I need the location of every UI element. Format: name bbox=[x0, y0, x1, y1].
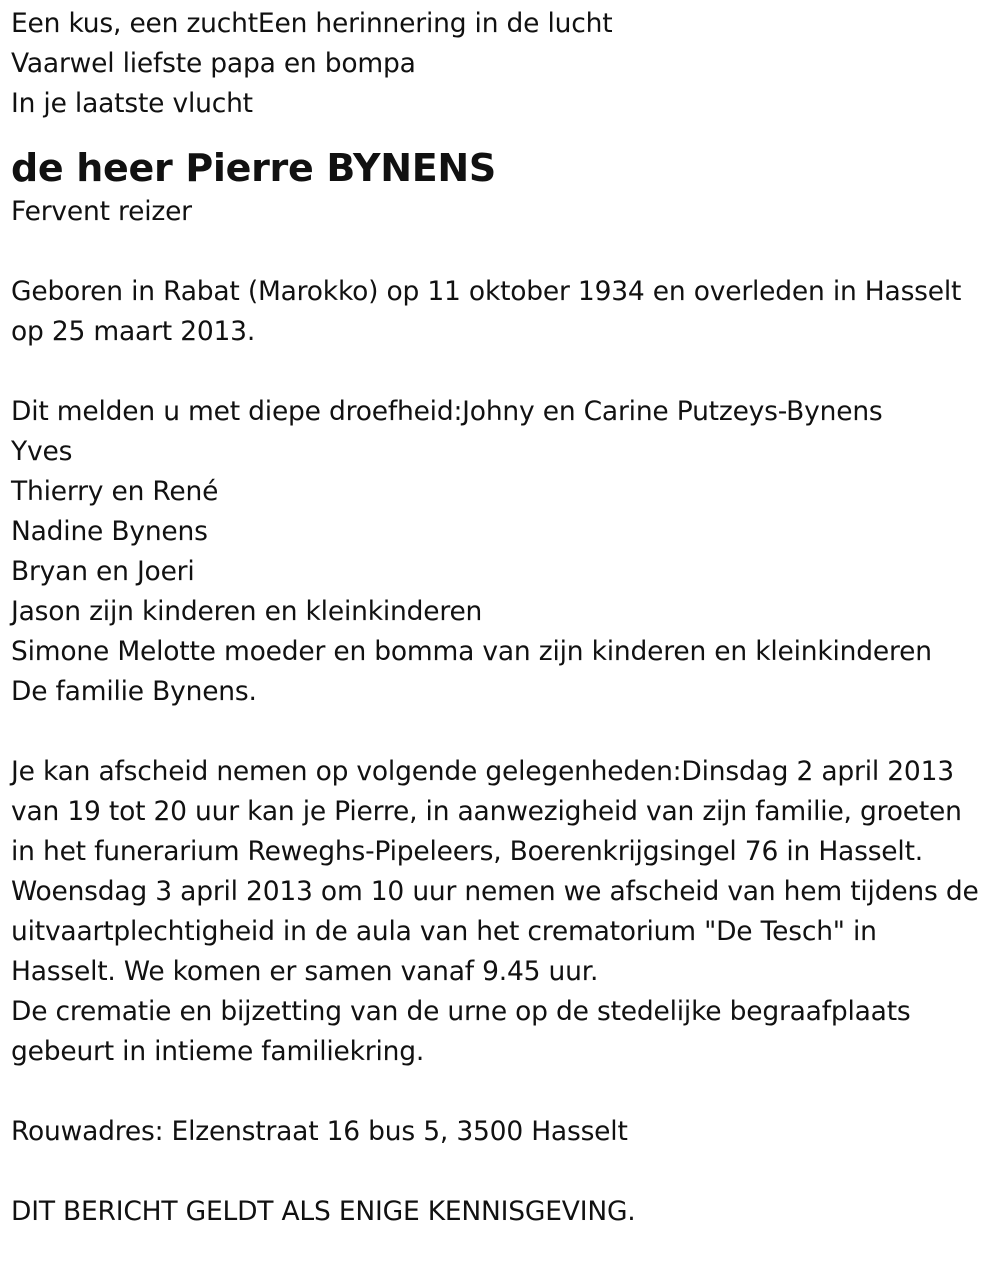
family-line: Nadine Bynens bbox=[11, 516, 208, 547]
farewell-line: uitvaartplechtigheid in de aula van het crematorium "De Tesch" in bbox=[11, 916, 877, 947]
spacer bbox=[11, 1072, 993, 1112]
farewell-line: gebeurt in intieme familiekring. bbox=[11, 1036, 425, 1067]
family-line: Dit melden u met diepe droefheid:Johny en Carine Putzeys-Bynens bbox=[11, 396, 883, 427]
family-line: Bryan en Joeri bbox=[11, 556, 195, 587]
birth-line: Geboren in Rabat (Marokko) op 11 oktober 1934 en overleden in Hasselt bbox=[11, 276, 962, 307]
family-paragraph bbox=[11, 392, 993, 712]
spacer bbox=[11, 1152, 993, 1192]
farewell-paragraph bbox=[11, 752, 993, 1072]
poem bbox=[11, 4, 993, 124]
poem-line: In je laatste vlucht bbox=[11, 88, 253, 119]
farewell-line: Hasselt. We komen er samen vanaf 9.45 uur. bbox=[11, 956, 599, 987]
family-line: Thierry en René bbox=[11, 476, 219, 507]
poem-line: Vaarwel liefste papa en bompa bbox=[11, 48, 416, 79]
farewell-line: Je kan afscheid nemen op volgende gelegenheden:Dinsdag 2 april 2013 bbox=[11, 756, 954, 787]
spacer bbox=[11, 352, 993, 392]
mourning-address: Rouwadres: Elzenstraat 16 bus 5, 3500 Hasselt bbox=[11, 1116, 628, 1147]
birth-paragraph bbox=[11, 272, 993, 352]
family-line: Simone Melotte moeder en bomma van zijn kinderen en kleinkinderen bbox=[11, 636, 932, 667]
family-line: Jason zijn kinderen en kleinkinderen bbox=[11, 596, 483, 627]
family-line: De familie Bynens. bbox=[11, 676, 257, 707]
deceased-subtitle: Fervent reizer bbox=[11, 196, 192, 227]
family-line: Yves bbox=[11, 436, 73, 467]
spacer bbox=[11, 232, 993, 272]
deceased-name: de heer Pierre BYNENS bbox=[11, 146, 496, 190]
obituary-notice bbox=[11, 4, 993, 1232]
farewell-line: Woensdag 3 april 2013 om 10 uur nemen we afscheid van hem tijdens de bbox=[11, 876, 979, 907]
farewell-line: De crematie en bijzetting van de urne op de stedelijke begraafplaats bbox=[11, 996, 911, 1027]
poem-line: Een kus, een zuchtEen herinnering in de lucht bbox=[11, 8, 613, 39]
farewell-line: in het funerarium Reweghs-Pipeleers, Boerenkrijgsingel 76 in Hasselt. bbox=[11, 836, 923, 867]
birth-line: op 25 maart 2013. bbox=[11, 316, 256, 347]
official-notice: DIT BERICHT GELDT ALS ENIGE KENNISGEVING. bbox=[11, 1196, 636, 1227]
spacer bbox=[11, 712, 993, 752]
farewell-line: van 19 tot 20 uur kan je Pierre, in aanwezigheid van zijn familie, groeten bbox=[11, 796, 962, 827]
